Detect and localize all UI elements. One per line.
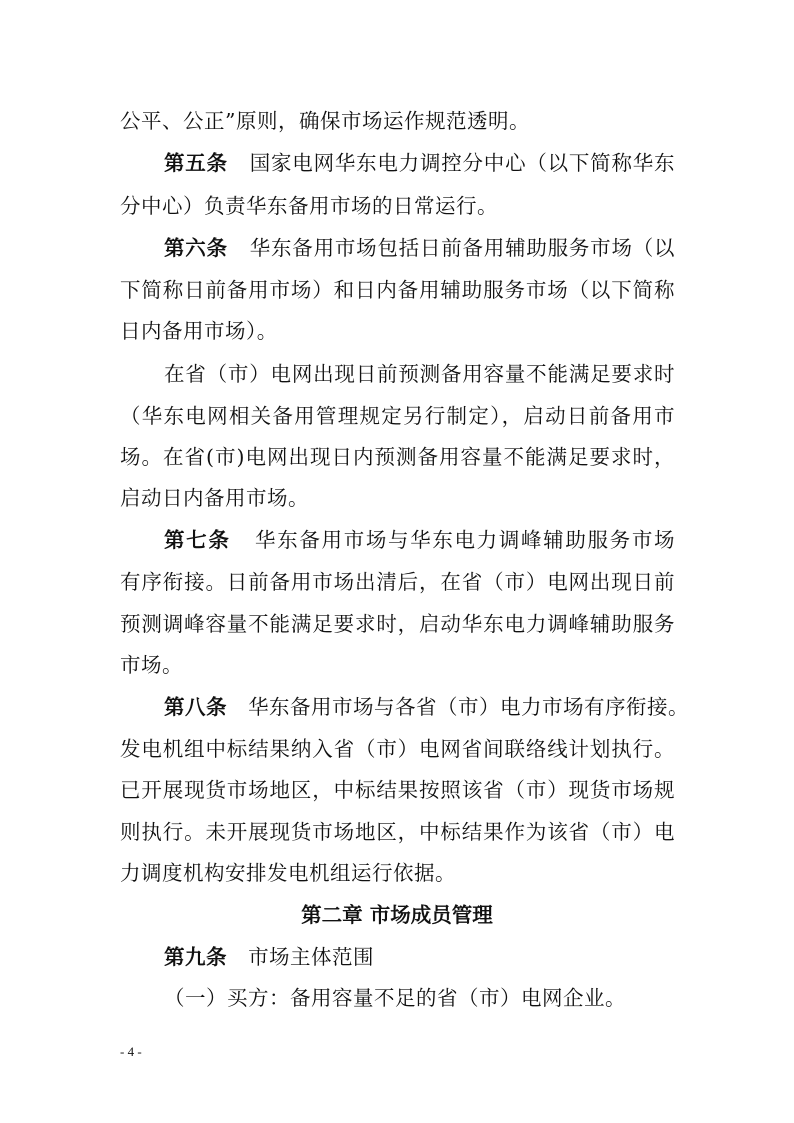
text-line: （华东电网相关备用管理规定另行制定），启动日前备用市 [120,404,675,428]
article-7-line-1: 第七条 华东备用市场与华东电力调峰辅助服务市场 [164,528,675,552]
text-line: 公平、公正”原则，确保市场运作规范透明。 [120,109,530,133]
text-line: 市场。 [120,653,183,677]
text-line: 预测调峰容量不能满足要求时，启动华东电力调峰辅助服务 [120,612,675,636]
text-line: 有序衔接。日前备用市场出清后，在省（市）电网出现日前 [120,570,675,594]
page-number: - 4 - [120,1044,142,1059]
article-9-line-1: 第九条 市场主体范围 [164,945,375,969]
text-line: 日内备用市场）。 [120,319,278,343]
article-5-line-1: 第五条 国家电网华东电力调控分中心（以下简称华东 [164,151,676,175]
article-6-line-1: 第六条 华东备用市场包括日前备用辅助服务市场（以 [164,236,676,260]
article-6-heading: 第六条 [164,236,228,260]
chapter-title: 第二章 市场成员管理 [301,903,493,927]
text-line: 已开展现货市场地区，中标结果按照该省（市）现货市场规 [120,778,675,802]
article-8-line-1: 第八条 华东备用市场与各省（市）电力市场有序衔接。 [164,695,690,719]
article-7-heading: 第七条 [164,528,231,552]
article-9-heading: 第九条 [164,945,227,969]
article-5-heading: 第五条 [164,151,228,175]
text-line: 在省（市）电网出现日前预测备用容量不能满足要求时 [164,362,675,386]
text-line: 则执行。未开展现货市场地区，中标结果作为该省（市）电 [120,820,675,844]
text-line: 启动日内备用市场。 [120,486,309,510]
text-line: 分中心）负责华东备用市场的日常运行。 [120,194,498,218]
text-line: 场。在省(市)电网出现日内预测备用容量不能满足要求时， [120,445,675,469]
article-8-heading: 第八条 [164,695,227,719]
text-line: 下简称日前备用市场）和日内备用辅助服务市场（以下简称 [120,278,675,302]
text-line: （一）买方：备用容量不足的省（市）电网企业。 [164,986,626,1010]
text-line: 力调度机构安排发电机组运行依据。 [120,861,456,885]
text-line: 发电机组中标结果纳入省（市）电网省间联络线计划执行。 [120,737,675,761]
